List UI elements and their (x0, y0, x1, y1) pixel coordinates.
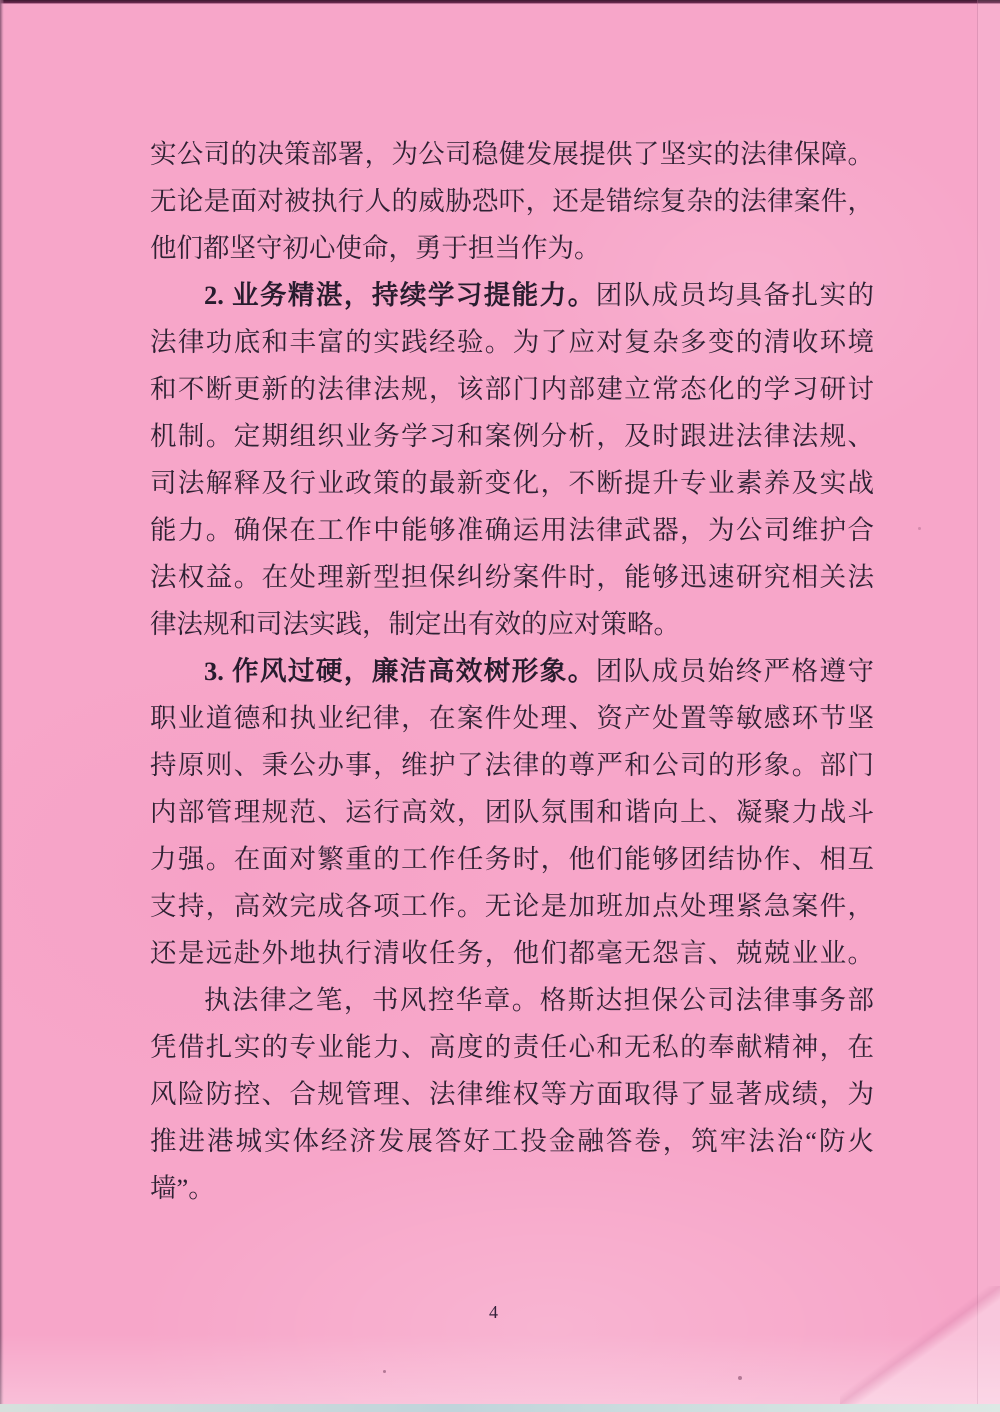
body-text-run: 执法律之笔，书风控华章。格斯达担保公司法律事务部 (204, 985, 874, 1015)
text-line (150, 554, 874, 601)
text-line (150, 695, 874, 742)
text-line (150, 883, 874, 930)
scan-speck (738, 1376, 742, 1380)
text-line (150, 836, 874, 883)
scan-speck (918, 527, 921, 530)
body-text-run: 能力。确保在工作中能够准确运用法律武器，为公司维护合 (150, 515, 874, 545)
text-line (150, 789, 874, 836)
text-line (150, 225, 874, 272)
text-line (150, 131, 874, 178)
body-text-run: 职业道德和执业纪律，在案件处理、资产处置等敏感环节坚 (150, 703, 874, 733)
body-text-run: 法律功底和丰富的实践经验。为了应对复杂多变的清收环境 (150, 327, 874, 357)
text-line (150, 648, 874, 695)
text-line (150, 319, 874, 366)
body-text-run: 持原则、秉公办事，维护了法律的尊严和公司的形象。部门 (150, 750, 874, 780)
body-text-run: 他们都坚守初心使命，勇于担当作为。 (150, 233, 601, 263)
body-text-run: 支持，高效完成各项工作。无论是加班加点处理紧急案件， (150, 891, 874, 921)
text-line (150, 601, 874, 648)
section-heading-run: 2. 业务精湛，持续学习提能力。 (204, 280, 596, 310)
text-line (150, 742, 874, 789)
scan-left-edge (0, 0, 4, 1404)
paper-right-edge-band (977, 0, 1000, 1404)
body-text-run: 实公司的决策部署，为公司稳健发展提供了坚实的法律保障。 (150, 139, 874, 169)
text-line (150, 1071, 874, 1118)
body-text-run: 法权益。在处理新型担保纠纷案件时，能够迅速研究相关法 (150, 562, 874, 592)
scan-top-edge (0, 0, 1000, 4)
scan-speck (383, 1370, 386, 1373)
body-text-run: 墙”。 (150, 1173, 215, 1203)
body-text-run: 机制。定期组织业务学习和案例分析，及时跟进法律法规、 (150, 421, 874, 451)
body-text-run: 司法解释及行业政策的最新变化，不断提升专业素养及实战 (150, 468, 874, 498)
text-line (150, 507, 874, 554)
text-line (150, 366, 874, 413)
text-line (150, 1118, 874, 1165)
body-text-run: 力强。在面对繁重的工作任务时，他们能够团结协作、相互 (150, 844, 874, 874)
body-text-run: 内部管理规范、运行高效，团队氛围和谐向上、凝聚力战斗 (150, 797, 874, 827)
body-text-run: 凭借扎实的专业能力、高度的责任心和无私的奉献精神，在 (150, 1032, 874, 1062)
text-line (150, 1165, 874, 1212)
text-line (150, 413, 874, 460)
body-text-run: 风险防控、合规管理、法律维权等方面取得了显著成绩，为 (150, 1079, 874, 1109)
body-text-run: 团队成员均具备扎实的 (595, 280, 875, 310)
body-text-run: 团队成员始终严格遵守 (595, 656, 875, 686)
text-line (150, 178, 874, 225)
section-heading-run: 3. 作风过硬，廉洁高效树形象。 (204, 656, 596, 686)
text-line (150, 977, 874, 1024)
body-text-run: 和不断更新的法律法规，该部门内部建立常态化的学习研讨 (150, 374, 874, 404)
body-text-run: 还是远赴外地执行清收任务，他们都毫无怨言、兢兢业业。 (150, 938, 874, 968)
text-line (150, 272, 874, 319)
body-text-run: 律法规和司法实践，制定出有效的应对策略。 (150, 609, 680, 639)
scan-bottom-edge (0, 1404, 1000, 1412)
page-number: 4 (489, 1302, 499, 1322)
text-block (150, 131, 874, 1212)
text-line (150, 460, 874, 507)
body-text-run: 无论是面对被执行人的威胁恐吓，还是错综复杂的法律案件， (150, 186, 874, 216)
text-line (150, 1024, 874, 1071)
text-line (150, 930, 874, 977)
body-text-run: 推进港城实体经济发展答好工投金融答卷，筑牢法治“防火 (150, 1126, 874, 1156)
